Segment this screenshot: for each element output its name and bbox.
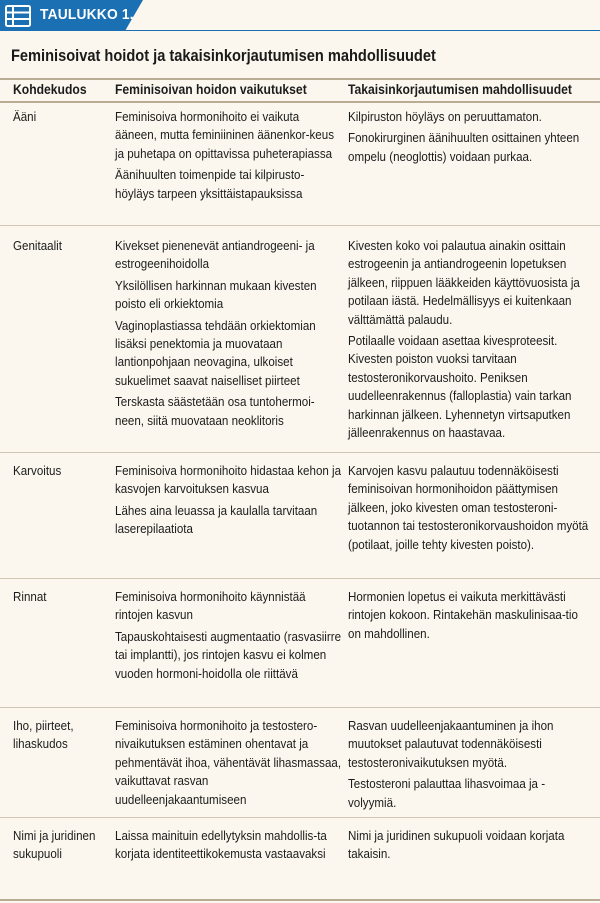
effect-paragraph: Terskasta säästetään osa tuntohermoi-neen, siitä muovataan neoklitoris	[115, 395, 315, 428]
reversibility-paragraph: Kilpiruston höyläys on peruuttamaton.	[348, 110, 542, 124]
target-text: Rinnat	[13, 590, 47, 604]
cell-target	[13, 827, 105, 867]
row-divider	[0, 452, 600, 453]
cell-reversibility	[348, 717, 593, 815]
cell-effects	[115, 827, 343, 867]
reversibility-paragraph: Kivesten koko voi palautua ainakin osittain estrogeenin ja antiandrogeenin lopetuksen jälkeen, riippuen lääkkeiden käyttövuosista ja potilaan iästä. Hedelmällisyys ei kuitenkaan välttämättä palaudu.	[348, 239, 580, 327]
cell-effects	[115, 237, 343, 433]
effect-paragraph: Feminisoiva hormonihoito hidastaa kehon ja kasvojen karvoituksen kasvua	[115, 464, 342, 497]
effect-paragraph: Feminisoiva hormonihoito ei vaikuta ääneen, mutta feminiininen äänenkor-keus ja puhetapa on opittavissa puheterapiassa	[115, 110, 335, 161]
cell-target	[13, 588, 105, 609]
reversibility-paragraph: Fonokirurginen äänihuulten osittainen yhteen ompelu (neoglottis) voidaan purkaa.	[348, 131, 580, 164]
effect-paragraph: Feminisoiva hormonihoito ja testostero-nivaikutuksen estäminen ohentavat ja pehmentävät ihoa, vähentävät lihasmassaa, vaikuttavat rasvan uudelleenjakaantumiseen	[115, 719, 342, 807]
reversibility-paragraph: Testosteroni palauttaa lihasvoimaa ja -volyymiä.	[348, 777, 546, 810]
effect-paragraph: Vaginoplastiassa tehdään orkiektomian lisäksi penektomia ja muovataan lantionpohjaan neovagina, ulkoiset sukuelimet saavat naiselliset piirteet	[115, 318, 316, 388]
target-text: Nimi ja juridinen sukupuoli	[13, 829, 96, 862]
table-title: Feminisoivat hoidot ja takaisinkorjautumisen mahdollisuudet	[11, 46, 436, 65]
effect-paragraph: Kivekset pienenevät antiandrogeeni- ja estrogeenihoidolla	[115, 239, 315, 272]
cell-reversibility	[348, 108, 593, 169]
column-header-reversibility: Takaisinkorjautumisen mahdollisuudet	[348, 82, 572, 97]
header-bottom-rule	[0, 101, 600, 103]
reversibility-paragraph: Rasvan uudelleenjakaantuminen ja ihon muutokset palautuvat todennäköisesti testosteronivaikutuksen myötä.	[348, 719, 554, 770]
cell-reversibility	[348, 588, 593, 646]
column-header-target: Kohdekudos	[13, 82, 87, 97]
row-divider	[0, 225, 600, 226]
row-divider	[0, 707, 600, 708]
effect-paragraph: Yksilöllisen harkinnan mukaan kivesten poisto eli orkiektomia	[115, 278, 317, 312]
effect-paragraph: Äänihuulten toimenpide tai kilpirusto-höyläys tarpeen yksittäistapauksissa	[115, 168, 305, 201]
target-text: Ääni	[13, 110, 37, 124]
cell-effects	[115, 108, 343, 206]
cell-effects	[115, 462, 343, 542]
target-text: Karvoitus	[13, 464, 62, 478]
effect-paragraph: Lähes aina leuassa ja kaulalla tarvitaan laserepilaatiota	[115, 503, 318, 537]
cell-reversibility	[348, 462, 593, 557]
cell-target	[13, 462, 105, 483]
reversibility-paragraph: Karvojen kasvu palautuu todennäköisesti feminisoivan hormonihoidon päättymisen jälkeen, joko kivesten oman testosteroni-tuotannon tai testosteronikorvaushoidon myötä (potilaat, joille tehty kivesten poisto).	[348, 464, 589, 552]
table-list-icon	[5, 5, 31, 27]
row-divider	[0, 817, 600, 818]
cell-target	[13, 717, 105, 757]
table-bottom-rule	[0, 899, 600, 901]
reversibility-paragraph: Hormonien lopetus ei vaikuta merkittävästi rintojen kokoon. Rintakehän maskulinisaa-tio on mahdollinen.	[348, 590, 578, 641]
reversibility-paragraph: Potilaalle voidaan asettaa kivesproteesit. Kivesten poiston vuoksi tarvitaan testosteronikorvaushoito. Peniksen uudelleenrakennus (falloplastia) vain tarkan harkinnan jälkeen. Lyhennetyn virtsaputken jälleenrakennus on haastavaa.	[348, 334, 572, 441]
effect-paragraph: Feminisoiva hormonihoito käynnistää rintojen kasvun	[115, 590, 306, 623]
column-header-row	[0, 79, 600, 101]
target-text: Iho, piirteet, lihaskudos	[13, 719, 74, 752]
effect-paragraph: Tapauskohtaisesti augmentaatio (rasvasiirre tai implantti), jos rintojen kasvu ei kolmen vuoden hormoni-hoidolla ole riittävä	[115, 629, 342, 681]
effect-paragraph: Laissa mainituin edellytyksin mahdollis-ta korjata identiteettikokemusta vastaavaksi	[115, 829, 327, 862]
table-header-band	[0, 0, 600, 31]
reversibility-paragraph: Nimi ja juridinen sukupuoli voidaan korjata takaisin.	[348, 829, 565, 862]
cell-reversibility	[348, 827, 593, 867]
table-number-label: TAULUKKO 1.	[40, 6, 134, 23]
target-text: Genitaalit	[13, 239, 62, 253]
cell-target	[13, 108, 105, 129]
cell-effects	[115, 717, 343, 812]
column-header-effects: Feminisoivan hoidon vaikutukset	[115, 82, 307, 97]
cell-reversibility	[348, 237, 593, 445]
cell-effects	[115, 588, 343, 686]
cell-target	[13, 237, 105, 258]
row-divider	[0, 578, 600, 579]
